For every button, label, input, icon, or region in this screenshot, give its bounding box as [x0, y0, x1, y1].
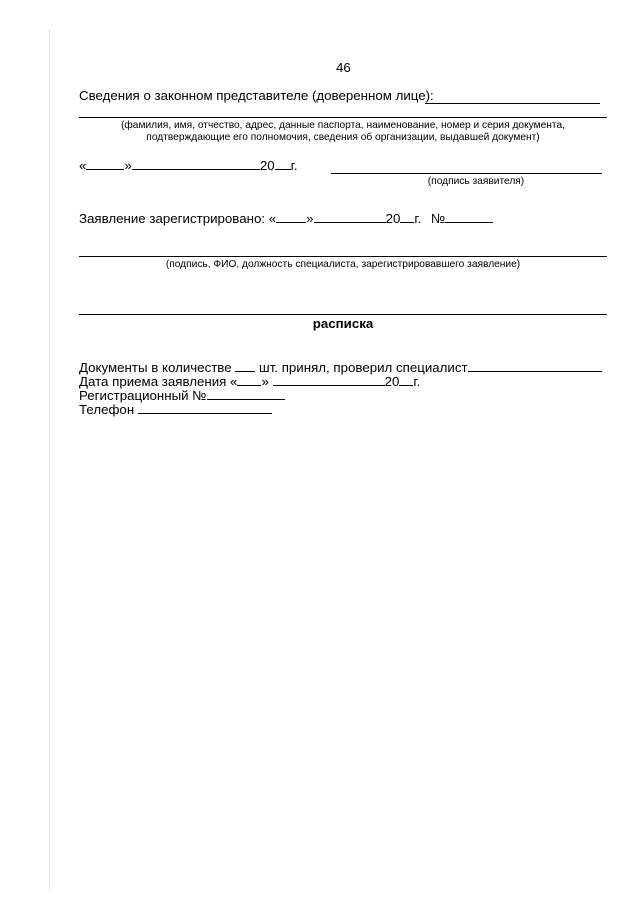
registration-row: [79, 211, 493, 226]
receipt-reg-number-row: [79, 388, 285, 403]
receipt-separator-line: [79, 314, 607, 315]
year-field: [275, 158, 291, 170]
registration-year-suffix: г.: [414, 211, 422, 226]
receipt-title: расписка: [312, 316, 374, 331]
receipt-year-suffix: г.: [413, 374, 421, 389]
date-close-quote: »: [124, 158, 132, 173]
registration-number-field: [445, 211, 493, 223]
registration-year-prefix: 20: [385, 211, 401, 226]
representative-hint-line2: подтверждающие его полномочия, сведения об организации, выдавшей документ): [146, 132, 540, 143]
receipt-date-row: [79, 374, 420, 389]
registration-number-sign: №: [430, 211, 446, 226]
specialist-field: [468, 360, 602, 372]
reg-number-field: [207, 388, 285, 400]
year-suffix: г.: [290, 158, 298, 173]
signature-hint: (подпись заявителя): [427, 176, 525, 187]
representative-label: Сведения о законном представителе (доверенном лице):: [79, 88, 434, 103]
registration-month-field: [314, 211, 386, 223]
registration-signature-line: [79, 256, 607, 257]
representative-hint-line1: (фамилия, имя, отчество, адрес, данные паспорта, наименование, номер и серия документа,: [121, 120, 565, 131]
month-field: [132, 158, 260, 170]
receipt-day-field: [237, 374, 261, 386]
representative-fill-line-1: [425, 103, 600, 104]
receipt-phone-row: [79, 402, 272, 417]
docs-count-field: [235, 360, 255, 372]
registration-hint: (подпись, ФИО, должность специалиста, зарегистрировавшего заявление): [165, 259, 521, 270]
docs-label-part2: шт. принял, проверил специалист: [259, 360, 468, 375]
date-row: [79, 158, 298, 173]
representative-fill-line-2: [79, 117, 607, 118]
phone-field: [138, 402, 272, 414]
receipt-date-label: Дата приема заявления «: [79, 374, 238, 389]
registration-day-field: [276, 211, 306, 223]
registration-close-quote: »: [306, 211, 314, 226]
receipt-docs-row: [79, 360, 602, 375]
receipt-month-field: [273, 374, 385, 386]
docs-label-part1: Документы в количестве: [79, 360, 232, 375]
year-prefix: 20: [259, 158, 275, 173]
receipt-year-field: [399, 374, 413, 386]
signature-line: [331, 173, 602, 174]
reg-number-label: Регистрационный №: [79, 388, 207, 403]
receipt-date-close-quote: »: [261, 374, 269, 389]
receipt-year-prefix: 20: [384, 374, 400, 389]
date-open-quote: «: [79, 158, 87, 173]
day-field: [86, 158, 124, 170]
registration-year-field: [400, 211, 414, 223]
phone-label: Телефон: [79, 402, 135, 417]
page-number: 46: [336, 60, 351, 75]
scan-edge: [49, 30, 50, 890]
registration-label: Заявление зарегистрировано: «: [79, 211, 277, 226]
